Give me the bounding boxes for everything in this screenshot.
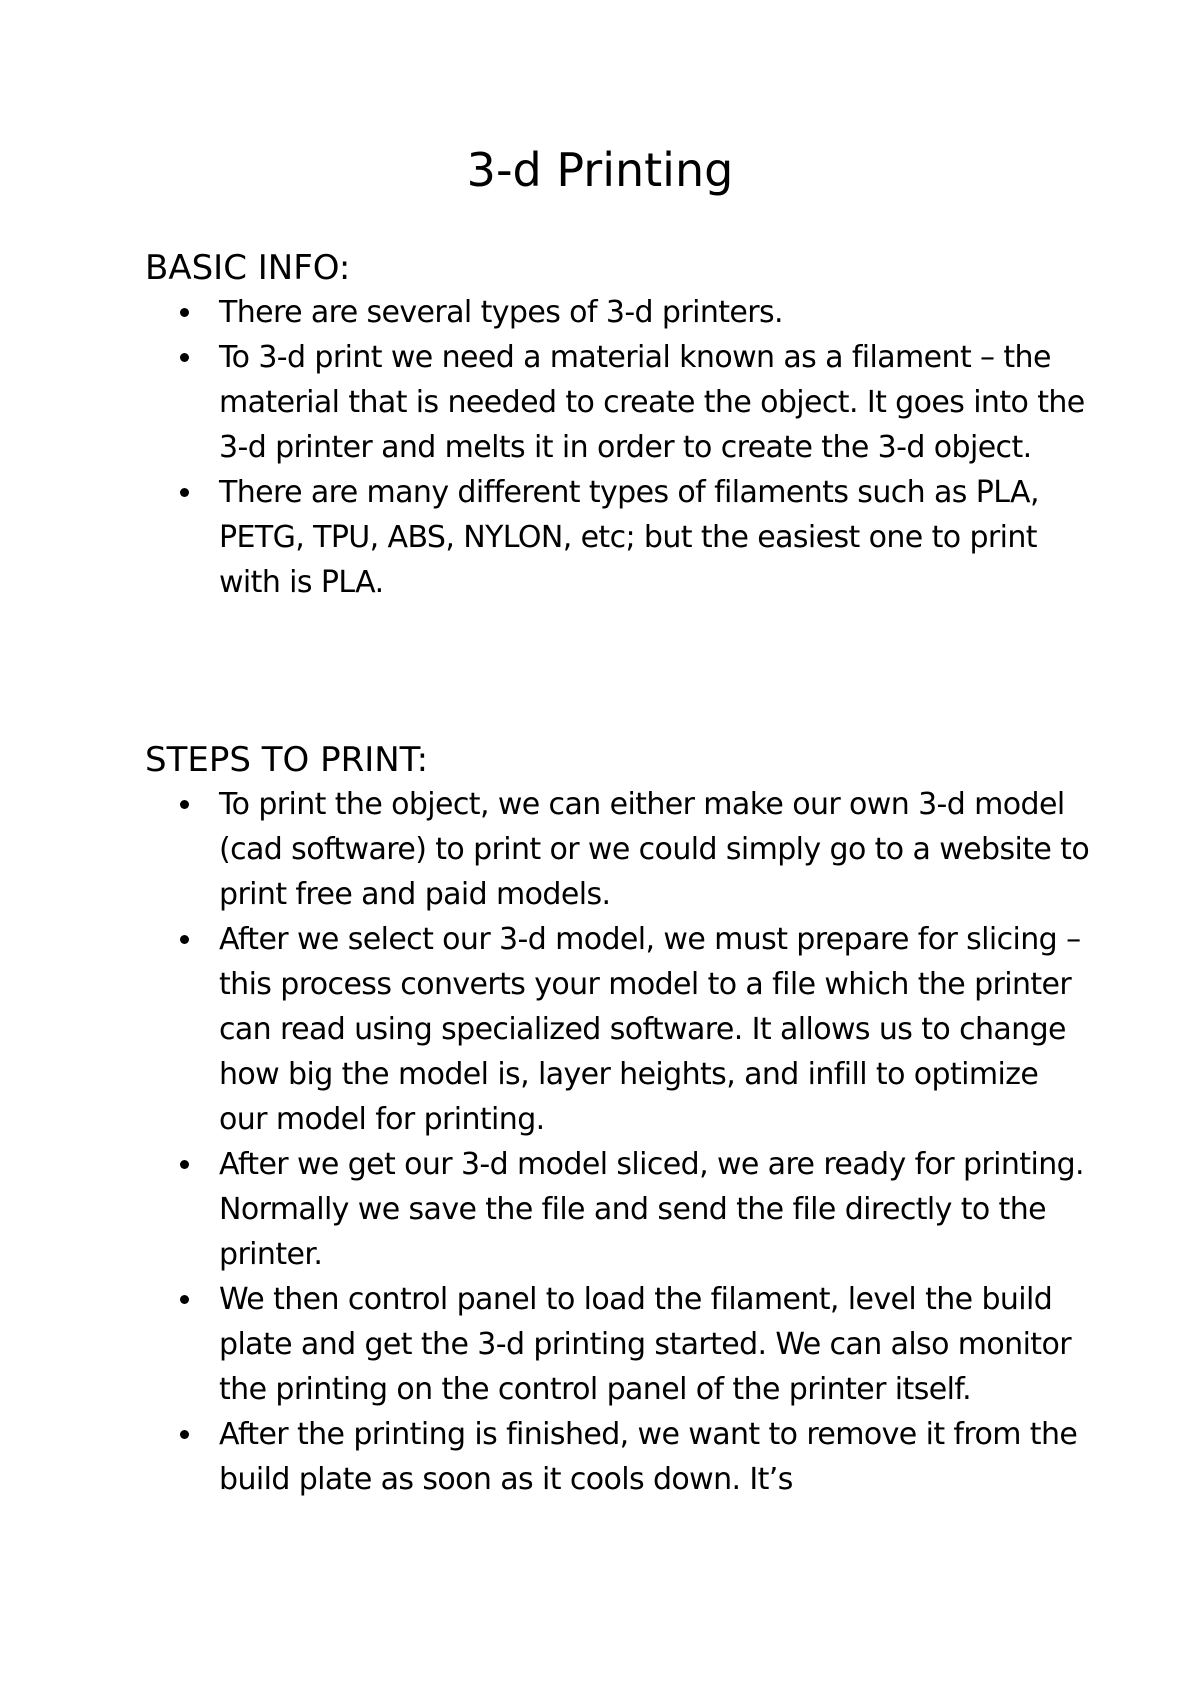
- list-item-text: We then control panel to load the filament, level the build plate and get the 3-d printing started. We can also monitor the printing on the control panel of the printer itself.: [219, 1282, 1071, 1407]
- list-item: [145, 1277, 1095, 1412]
- bullet-icon: [180, 353, 189, 362]
- bullet-icon: [180, 308, 189, 317]
- list-item: [145, 470, 1095, 605]
- list-item: [145, 917, 1095, 1142]
- basic-info-list: [145, 290, 1095, 605]
- bullet-icon: [180, 1295, 189, 1304]
- list-item-text: After we get our 3-d model sliced, we are ready for printing. Normally we save the file and send the file directly to the printer.: [219, 1147, 1084, 1272]
- list-item-text: To print the object, we can either make our own 3-d model (cad software) to print or we could simply go to a website to print free and paid models.: [219, 787, 1090, 912]
- section-basic-info: [145, 246, 1095, 605]
- list-item: [145, 1142, 1095, 1277]
- section-heading-steps-to-print: STEPS TO PRINT:: [145, 740, 429, 780]
- steps-list: [145, 782, 1095, 1502]
- bullet-icon: [180, 488, 189, 497]
- list-item-text: After the printing is finished, we want to remove it from the build plate as soon as it cools down. It’s: [219, 1417, 1078, 1497]
- list-item-text: To 3-d print we need a material known as a filament – the material that is needed to create the object. It goes into the 3-d printer and melts it in order to create the 3-d object.: [219, 340, 1085, 465]
- list-item: [145, 335, 1095, 470]
- list-item-text: After we select our 3-d model, we must prepare for slicing – this process converts your model to a file which the printer can read using specialized software. It allows us to change how big the model is, layer heights, and infill to optimize our model for printing.: [219, 922, 1081, 1137]
- bullet-icon: [180, 1430, 189, 1439]
- list-item: [145, 1412, 1095, 1502]
- bullet-icon: [180, 800, 189, 809]
- bullet-icon: [180, 1160, 189, 1169]
- section-heading-basic-info: BASIC INFO:: [145, 248, 351, 288]
- list-item-text: There are several types of 3-d printers.: [219, 295, 783, 330]
- section-steps-to-print: [145, 738, 1095, 1502]
- list-item: [145, 782, 1095, 917]
- list-item: [145, 290, 1095, 335]
- bullet-icon: [180, 935, 189, 944]
- list-item-text: There are many different types of filaments such as PLA, PETG, TPU, ABS, NYLON, etc; but the easiest one to print with is PLA.: [219, 475, 1039, 600]
- document-title: 3-d Printing: [466, 143, 734, 197]
